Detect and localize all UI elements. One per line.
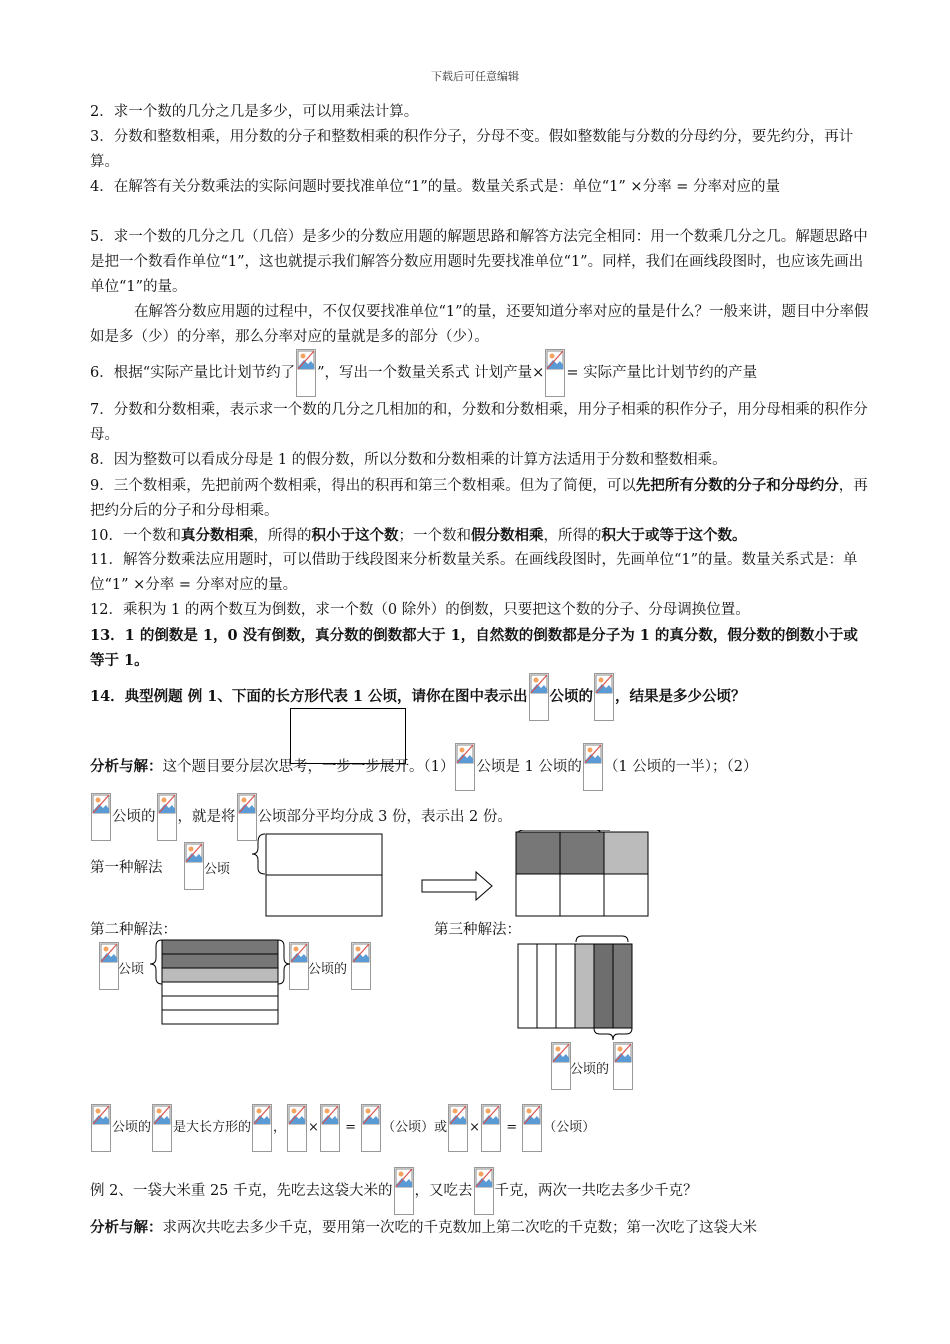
- fraction-image-icon: [583, 743, 603, 791]
- solution-2-unit-2: 公顷的: [308, 962, 348, 977]
- item-10-f: 假分数相乘: [470, 527, 544, 544]
- solution-2-diagram: [148, 938, 298, 1030]
- fraction-image-icon: [252, 1104, 272, 1152]
- item-7: 7．分数和分数相乘，表示求一个数的几分之几相加的和，分数和分数相乘，用分子相乘的积作分子，用分母相乘的积作分母。: [90, 402, 868, 443]
- example-2-b: ，又吃去: [414, 1183, 473, 1199]
- analysis-1b: 公顷是 1 公顷的: [476, 759, 582, 775]
- fraction-image-icon: [157, 793, 177, 841]
- item-9-bold: 先把所有分数的分子和分母约分: [635, 477, 839, 494]
- result-unit: （公顷）: [543, 1120, 596, 1135]
- fraction-image-icon: [529, 673, 549, 721]
- item-10-e: ；一个数和: [398, 528, 471, 544]
- item-10: [90, 523, 870, 549]
- times-sign: ×: [308, 1120, 319, 1135]
- item-4: 4．在解答有关分数乘法的实际问题时要找准单位“1”的量。数量关系式是：单位“1” ×分率 = 分率对应的量: [90, 179, 780, 195]
- fraction-image-icon: [184, 842, 204, 890]
- fraction-image-icon: [91, 793, 111, 841]
- result-line: [90, 1103, 595, 1153]
- fraction-image-icon: [296, 349, 316, 397]
- item-10-a: 10．一个数和: [90, 528, 181, 544]
- solution-1-unit: 公顷: [204, 862, 231, 877]
- analysis-1a: 这个题目要分层次思考，一步一步展开。（1）: [162, 759, 455, 775]
- item-10-d: 积小于这个数: [311, 527, 399, 544]
- example-2: [90, 1166, 870, 1216]
- item-13: 13．1 的倒数是 1，0 没有倒数，真分数的倒数都大于 1，自然数的倒数都是分子为 1 的真分数，假分数的倒数小于或等于 1。: [90, 627, 858, 669]
- item-6-text-a: 6．根据“实际产量比计划节约了: [90, 365, 296, 381]
- item-14: [90, 672, 870, 722]
- fraction-image-icon: [594, 673, 614, 721]
- analysis-3: [90, 1215, 870, 1241]
- item-6-text-c: = 实际产量比计划节约的产量: [566, 365, 758, 381]
- result-a: 公顷的: [112, 1120, 152, 1135]
- fraction-image-icon: [394, 1167, 414, 1215]
- item-5-note: 在解答分数应用题的过程中，不仅仅要找准单位“1”的量，还要知道分率对应的量是什么？一般来讲，题目中分率假如是多（少）的分率，那么分率对应的量就是多的部分（少）。: [90, 304, 869, 345]
- analysis-2c: 公顷部分平均分成 3 份，表示出 2 份。: [257, 809, 512, 825]
- item-9: [90, 473, 870, 524]
- item-3: 3．分数和整数相乘，用分数的分子和整数相乘的积作分子，分母不变。假如整数能与分数的分母约分，要先约分，再计算。: [90, 129, 854, 170]
- item-6: [90, 348, 870, 398]
- item-5: 5．求一个数的几分之几（几倍）是多少的分数应用题的解题思路和解答方法完全相同：用一个数乘几分之几。解题思路中是把一个数看作单位“1”，这也就提示我们解答分数应用题时先要找准单位“1”。同样，我们在画线段图时，也应该先画出单位“1”的量。: [90, 229, 868, 295]
- solution-3-unit: 公顷的: [570, 1062, 610, 1077]
- result-b: 是大长方形的: [173, 1120, 252, 1135]
- analysis-2a: 公顷的: [112, 809, 156, 825]
- equals-sign: =: [506, 1120, 518, 1135]
- result-comma: ，: [273, 1120, 287, 1135]
- solution-1-diagram: [250, 830, 670, 920]
- fraction-image-icon: [474, 1167, 494, 1215]
- equals-sign: =: [345, 1120, 356, 1135]
- times-sign: ×: [469, 1120, 481, 1135]
- solution-2-unit-1: 公顷: [118, 962, 145, 977]
- fraction-image-icon: [455, 743, 475, 791]
- fraction-image-icon: [613, 1042, 633, 1090]
- fraction-image-icon: [320, 1104, 340, 1152]
- item-14-a: 14．典型例题 例 1、下面的长方形代表 1 公顷，请你在图中表示出: [90, 688, 528, 705]
- fraction-image-icon: [152, 1104, 172, 1152]
- analysis-3-text: 求两次共吃去多少千克，要用第一次吃的千克数加上第二次吃的千克数；第一次吃了这袋大米: [162, 1220, 757, 1236]
- solution-1-label: 第一种解法: [90, 860, 163, 876]
- item-9-text-a: 9．三个数相乘，先把前两个数相乘，得出的积再和第三个数相乘。但为了简便，可以: [90, 478, 636, 494]
- fraction-image-icon: [361, 1104, 381, 1152]
- analysis-1c: （1 公顷的一半）；（2）: [603, 759, 758, 775]
- example-2-c: 千克，两次一共吃去多少千克？: [494, 1183, 698, 1199]
- fraction-image-icon: [551, 1042, 571, 1090]
- item-10-c: ，所得的: [253, 528, 312, 544]
- item-10-b: 真分数相乘: [180, 527, 254, 544]
- analysis-line-1: [90, 742, 870, 792]
- example-2-a: 例 2、一袋大米重 25 千克，先吃去这袋大米的: [90, 1183, 393, 1199]
- item-6-text-b: ”，写出一个数量关系式 计划产量×: [317, 365, 545, 381]
- item-9-text-c: ，再把约分后的分子和分母相乘。: [90, 478, 868, 519]
- item-12: 12．乘积为 1 的两个数互为倒数，求一个数（0 除外）的倒数，只要把这个数的分子、分母调换位置。: [90, 602, 750, 618]
- fraction-image-icon: [287, 1104, 307, 1152]
- analysis-lead: 分析与解：: [90, 1219, 163, 1236]
- result-or: 或: [434, 1120, 448, 1135]
- fraction-image-icon: [99, 942, 119, 990]
- fraction-image-icon: [91, 1104, 111, 1152]
- item-14-b: 公顷的: [549, 688, 594, 705]
- item-8: 8．因为整数可以看成分母是 1 的假分数，所以分数和分数相乘的计算方法适用于分数和整数相乘。: [90, 452, 727, 468]
- fraction-image-icon: [448, 1104, 468, 1152]
- item-11: 11．解答分数乘法应用题时，可以借助于线段图来分析数量关系。在画线段图时，先画单位“1”的量。数量关系式是：单位“1” ×分率 = 分率对应的量。: [90, 552, 858, 593]
- fraction-image-icon: [522, 1104, 542, 1152]
- analysis-2b: ，就是将: [177, 809, 236, 825]
- solution-3-diagram: [510, 934, 640, 1044]
- fraction-image-icon: [545, 349, 565, 397]
- solution-3-label: 第三种解法：: [434, 922, 521, 938]
- item-2: 2．求一个数的几分之几是多少，可以用乘法计算。: [90, 104, 419, 120]
- solution-2-label: 第二种解法：: [90, 922, 177, 938]
- analysis-lead: 分析与解：: [90, 758, 163, 775]
- item-14-c: ，结果是多少公顷？: [615, 688, 746, 705]
- page-header: 下载后可任意编辑: [431, 70, 519, 83]
- fraction-image-icon: [351, 942, 371, 990]
- result-unit: （公顷）: [382, 1120, 435, 1135]
- item-10-h: 积大于或等于这个数。: [601, 527, 747, 544]
- fraction-image-icon: [481, 1104, 501, 1152]
- item-10-g: ，所得的: [543, 528, 602, 544]
